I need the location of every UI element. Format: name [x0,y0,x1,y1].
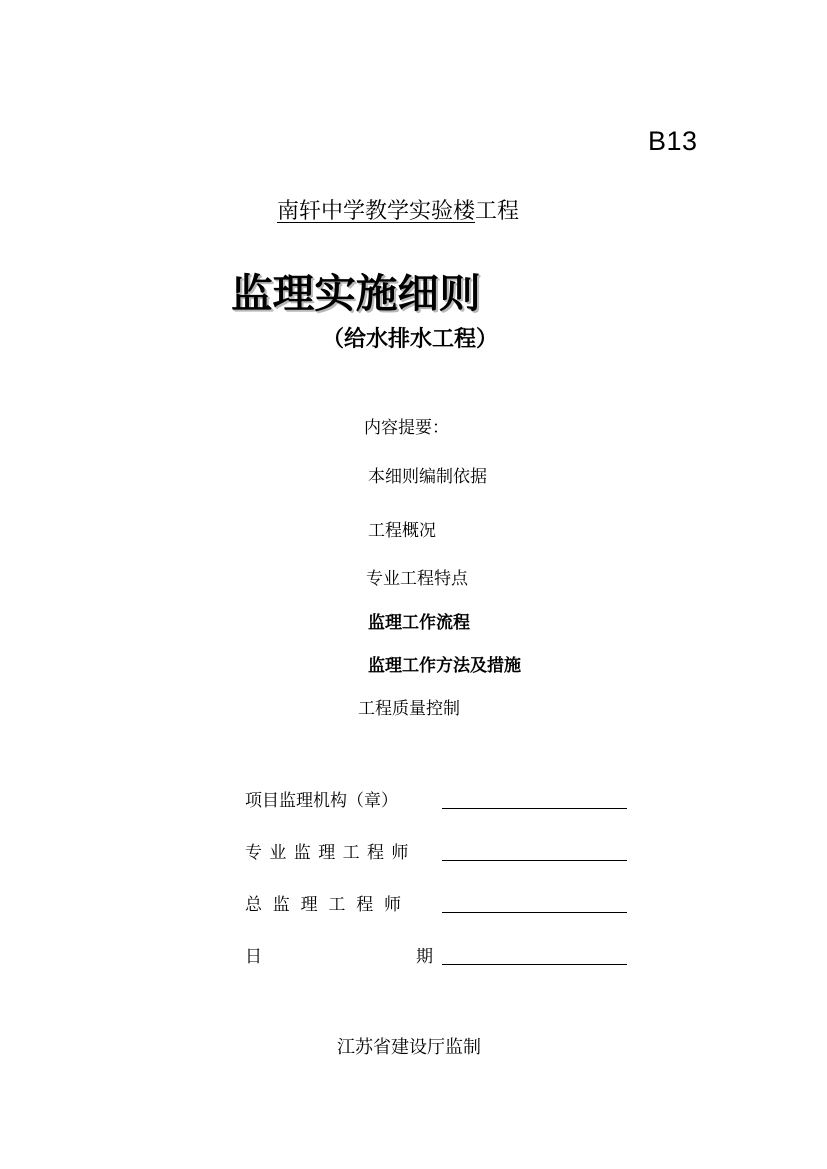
signature-label: 项目监理机构（章） [245,791,398,811]
project-suffix: 工程 [475,199,520,224]
signature-label: 日 [245,947,262,967]
contents-item: 本细则编制依据 [368,467,487,487]
signature-label: 期 [416,947,433,967]
signature-blank[interactable] [442,860,627,861]
document-title: 监理实施细则 [231,271,481,317]
signature-row-agency [245,786,630,814]
signature-blank[interactable] [442,912,627,913]
signature-label: 专 业 监 理 工 程 师 [245,843,410,863]
document-code: B13 [648,126,698,156]
issuer-footer: 江苏省建设厅监制 [337,1037,481,1058]
project-name: 南轩中学教学实验楼 [277,199,476,224]
contents-item: 专业工程特点 [366,569,468,589]
contents-item: 工程质量控制 [358,699,460,719]
signature-label: 总 监 理 工 程 师 [245,895,402,915]
signature-row-specialist [245,838,630,866]
project-line [263,194,519,225]
contents-item: 工程概况 [368,521,436,541]
signature-row-date [245,942,630,970]
document-subtitle: （给水排水工程） [322,327,499,352]
signature-row-chief [245,890,630,918]
contents-item: 监理工作流程 [368,613,470,633]
contents-heading: 内容提要： [364,418,449,438]
signature-blank[interactable] [442,808,627,809]
contents-item: 监理工作方法及措施 [368,656,521,676]
signature-blank[interactable] [442,964,627,965]
